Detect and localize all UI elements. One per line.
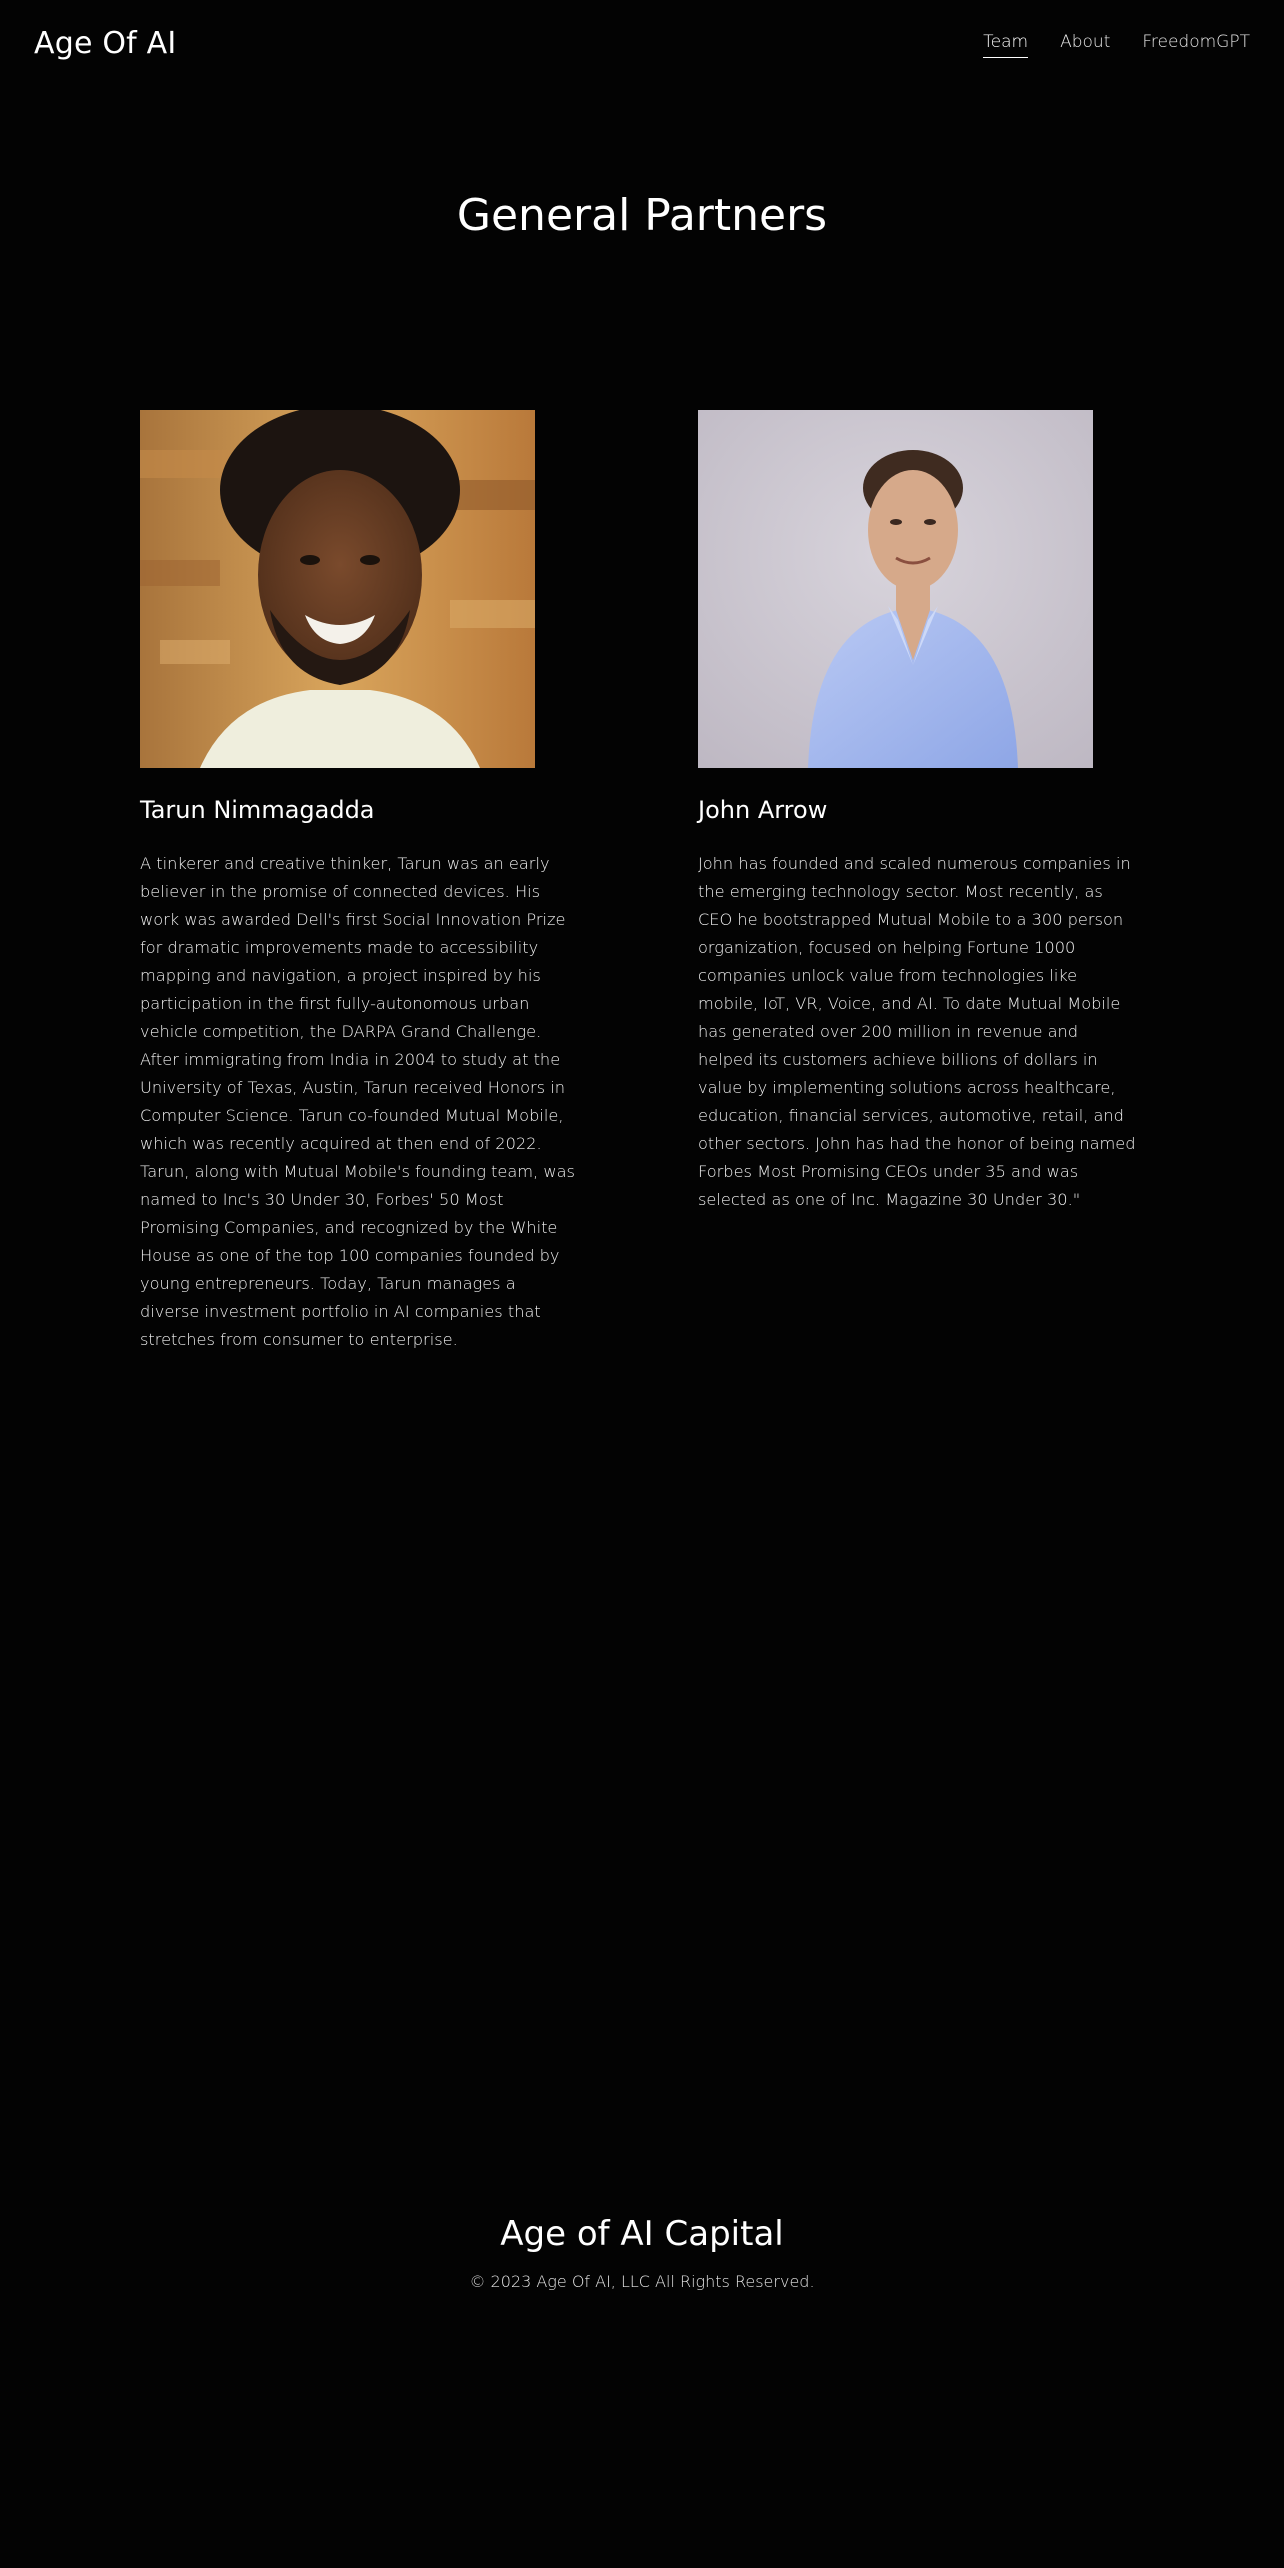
site-logo[interactable]: Age Of AI: [34, 26, 177, 61]
partner-name: John Arrow: [698, 796, 828, 824]
nav-link-team[interactable]: Team: [983, 32, 1028, 58]
site-header: [0, 0, 1284, 92]
footer-copyright: © 2023 Age Of AI, LLC All Rights Reserved.: [469, 2272, 815, 2291]
site-footer: [0, 2214, 1284, 2291]
main-nav: [983, 32, 1250, 58]
portrait-photo-icon: [140, 410, 535, 768]
nav-link-freedomgpt[interactable]: FreedomGPT: [1142, 32, 1250, 52]
partner-photo: [140, 410, 535, 768]
footer-title: Age of AI Capital: [500, 2214, 784, 2254]
page-title: General Partners: [456, 190, 828, 241]
partner-bio: John has founded and scaled numerous companies in the emerging technology sector. Most recently, as CEO he bootstrapped Mutual Mobile to a 300 person organization, focused on helping Fortune 1000 companies unlock value from technologies like mobile, IoT, VR, Voice, and AI. To date Mutual Mobile has generated over 200 million in revenue and helped its customers achieve billions of dollars in value by implementing solutions across healthcare, education, financial services, automotive, retail, and other sectors. John has had the honor of being named Forbes Most Promising CEOs under 35 and was selected as one of Inc. Magazine 30 Under 30.": [698, 854, 1136, 1209]
portrait-photo-icon: [698, 410, 1093, 768]
partner-photo: [698, 410, 1093, 768]
partner-card: [698, 410, 1138, 1214]
partner-card: [140, 410, 580, 1354]
partner-name: Tarun Nimmagadda: [140, 796, 375, 824]
partner-bio: A tinkerer and creative thinker, Tarun was an early believer in the promise of connected devices. His work was awarded Dell's first Social Innovation Prize for dramatic improvements made to accessibility mapping and navigation, a project inspired by his participation in the first fully-autonomous urban vehicle competition, the DARPA Grand Challenge. After immigrating from India in 2004 to study at the University of Texas, Austin, Tarun received Honors in Computer Science. Tarun co-founded Mutual Mobile, which was recently acquired at then end of 2022. Tarun, along with Mutual Mobile's founding team, was named to Inc's 30 Under 30, Forbes' 50 Most Promising Companies, and recognized by the White House as one of the top 100 companies founded by young entrepreneurs. Today, Tarun manages a diverse investment portfolio in AI companies that stretches from consumer to enterprise.: [140, 854, 575, 1349]
nav-link-about[interactable]: About: [1060, 32, 1111, 52]
